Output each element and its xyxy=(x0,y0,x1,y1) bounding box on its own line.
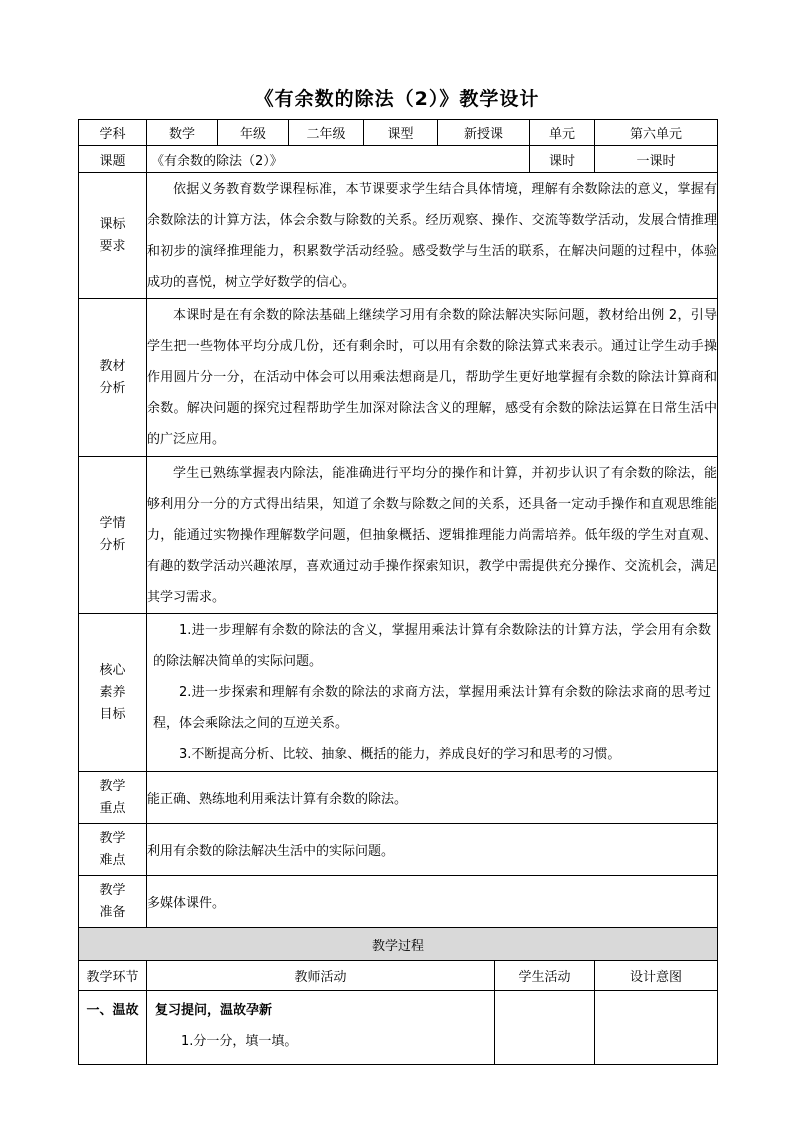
lesson-plan-table xyxy=(78,119,718,1065)
grade-value: 二年级 xyxy=(289,120,364,146)
process-row xyxy=(79,991,718,1065)
process-col-student: 学生活动 xyxy=(495,961,595,991)
subject-label: 学科 xyxy=(79,120,147,146)
key-point-label: 教学 重点 xyxy=(79,772,147,824)
standard-row xyxy=(79,173,718,299)
process-stage: 一、温故 xyxy=(79,991,147,1065)
goals-label: 核心 素养 目标 xyxy=(79,614,147,772)
material-row xyxy=(79,299,718,457)
goal-item: 2.进一步探索和理解有余数的除法的求商方法，掌握用乘法计算有余数的除法求商的思考过程，体会乘除法之间的互逆关系。 xyxy=(153,685,712,731)
goals-row xyxy=(79,614,718,772)
topic-value: 《有余数的除法（2）》 xyxy=(147,146,530,173)
goal-item: 3.不断提高分析、比较、抽象、概括的能力，养成良好的学习和思考的习惯。 xyxy=(179,747,621,762)
header-row xyxy=(79,120,718,146)
difficulty-label: 教学 难点 xyxy=(79,824,147,876)
type-label: 课型 xyxy=(364,120,438,146)
students-label: 学情 分析 xyxy=(79,457,147,614)
process-columns-row xyxy=(79,961,718,991)
process-heading-row xyxy=(79,928,718,961)
students-row xyxy=(79,457,718,614)
goal-item: 1.进一步理解有余数的除法的含义，掌握用乘法计算有余数除法的计算方法，学会用有余数的除法解决简单的实际问题。 xyxy=(153,623,712,669)
teacher-activity-title: 复习提问，温故孕新 xyxy=(155,1003,273,1018)
preparation-label: 教学 准备 xyxy=(79,876,147,928)
standard-text: 依据义务教育数学课程标准，本节课要求学生结合具体情境，理解有余数除法的意义，掌握有余数除法的计算方法，体会余数与除数的关系。经历观察、操作、交流等数学活动，发展合情推理和初步的演绎推理能力，积累数学活动经验。感受数学与生活的联系，在解决问题的过程中，体验成功的喜悦，树立学好数学的信心。 xyxy=(147,173,718,299)
document-title: 《有余数的除法（2）》教学设计 xyxy=(254,88,540,110)
period-label: 课时 xyxy=(530,146,595,173)
process-col-teacher: 教师活动 xyxy=(147,961,495,991)
subject-value: 数学 xyxy=(147,120,218,146)
topic-label: 课题 xyxy=(79,146,147,173)
material-text: 本课时是在有余数的除法基础上继续学习用有余数的除法解决实际问题，教材给出例 2，引导学生把一些物体平均分成几份，还有剩余时，可以用有余数的除法算式来表示。通过让学生动手操作用圆片分一分，在活动中体会可以用乘法想商是几，帮助学生更好地掌握有余数的除法计算商和余数。解决问题的探究过程帮助学生加深对除法含义的理解，感受有余数的除法运算在日常生活中的广泛应用。 xyxy=(147,299,718,457)
preparation-row xyxy=(79,876,718,928)
process-student-cell xyxy=(495,991,595,1065)
type-value: 新授课 xyxy=(438,120,530,146)
preparation-text: 多媒体课件。 xyxy=(147,876,718,928)
unit-label: 单元 xyxy=(530,120,595,146)
goals-list xyxy=(147,614,718,772)
unit-value: 第六单元 xyxy=(595,120,718,146)
key-point-text: 能正确、熟练地利用乘法计算有余数的除法。 xyxy=(147,772,718,824)
standard-label: 课标 要求 xyxy=(79,173,147,299)
process-teacher-cell xyxy=(147,991,495,1065)
teacher-activity-line: 1.分一分，填一填。 xyxy=(181,1034,298,1049)
key-point-row xyxy=(79,772,718,824)
material-label: 教材 分析 xyxy=(79,299,147,457)
students-text: 学生已熟练掌握表内除法，能准确进行平均分的操作和计算，并初步认识了有余数的除法，能够利用分一分的方式得出结果，知道了余数与除数之间的关系，还具备一定动手操作和直观思维能力，能通过实物操作理解数学问题，但抽象概括、逻辑推理能力尚需培养。低年级的学生对直观、有趣的数学活动兴趣浓厚，喜欢通过动手操作探索知识，教学中需提供充分操作、交流机会，满足其学习需求。 xyxy=(147,457,718,614)
grade-label: 年级 xyxy=(218,120,289,146)
process-intent-cell xyxy=(595,991,718,1065)
topic-row xyxy=(79,146,718,173)
period-value: 一课时 xyxy=(595,146,718,173)
difficulty-text: 利用有余数的除法解决生活中的实际问题。 xyxy=(147,824,718,876)
process-col-intent: 设计意图 xyxy=(595,961,718,991)
difficulty-row xyxy=(79,824,718,876)
process-heading: 教学过程 xyxy=(79,928,718,961)
process-col-stage: 教学环节 xyxy=(79,961,147,991)
